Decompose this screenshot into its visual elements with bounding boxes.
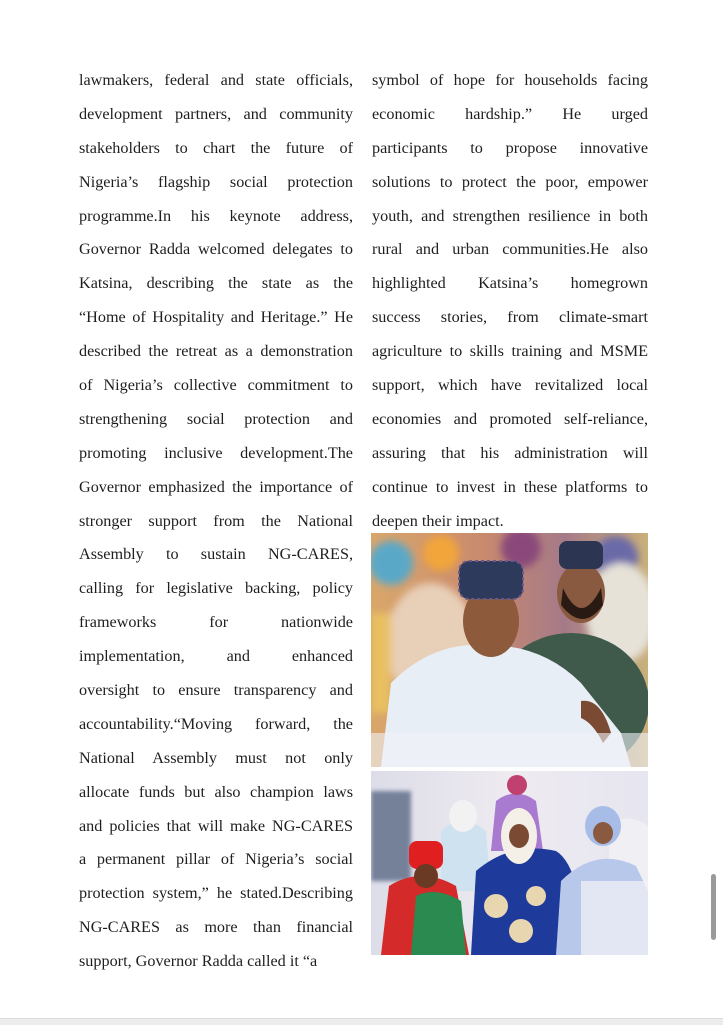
- text-line: agriculture to skills training and MSME: [372, 342, 648, 361]
- text-line: rural and urban communities.He also: [372, 240, 648, 259]
- text-line: stakeholders to chart the future of: [79, 138, 353, 157]
- photo-2-image: [371, 771, 648, 955]
- text-line: participants to propose innovative: [372, 138, 648, 157]
- text-line: accountability.“Moving forward, the: [79, 714, 353, 733]
- photo-traditional-rulers: [371, 771, 648, 955]
- right-text-column: [372, 64, 648, 538]
- text-line: of Nigeria’s collective commitment to: [79, 376, 353, 395]
- text-line: protection system,” he stated.Describing: [79, 884, 353, 903]
- text-line: “Home of Hospitality and Heritage.” He: [79, 308, 353, 327]
- text-line: support, Governor Radda called it “a: [79, 952, 318, 971]
- left-text-column: [79, 64, 353, 979]
- text-line: frameworks for nationwide: [79, 613, 353, 632]
- text-line: assuring that his administration will: [372, 443, 648, 462]
- text-line: continue to invest in these platforms to: [372, 477, 648, 496]
- photo-1-image: [371, 533, 648, 767]
- text-line: Governor emphasized the importance of: [79, 477, 353, 496]
- text-line: symbol of hope for households facing: [372, 71, 648, 89]
- text-line: highlighted Katsina’s homegrown: [372, 274, 648, 293]
- text-line: stronger support from the National: [79, 511, 353, 530]
- text-line: development partners, and community: [79, 104, 353, 123]
- text-line: economies and promoted self-reliance,: [372, 409, 648, 428]
- text-line: programme.In his keynote address,: [79, 206, 353, 225]
- text-line: economic hardship.” He urged: [372, 104, 648, 123]
- text-line: allocate funds but also champion laws: [79, 782, 353, 801]
- text-line: Nigeria’s flagship social protection: [79, 172, 353, 191]
- text-line: support, which have revitalized local: [372, 376, 648, 395]
- text-line: NG-CARES as more than financial: [79, 918, 353, 937]
- text-line: National Assembly must not only: [79, 748, 353, 767]
- text-line: solutions to protect the poor, empower: [372, 172, 648, 191]
- scrollbar-thumb[interactable]: [711, 874, 716, 940]
- text-line: lawmakers, federal and state officials,: [79, 71, 353, 89]
- text-line: Katsina, describing the state as the: [79, 274, 353, 293]
- text-line: described the retreat as a demonstration: [79, 342, 353, 361]
- text-line: and policies that will make NG-CARES: [79, 816, 353, 835]
- photo-governor-seated: [371, 533, 648, 767]
- text-line: promoting inclusive development.The: [79, 443, 353, 462]
- text-line: strengthening social protection and: [79, 409, 353, 428]
- text-line: Governor Radda welcomed delegates to: [79, 240, 353, 259]
- text-line: calling for legislative backing, policy: [79, 579, 353, 598]
- text-line: deepen their impact.: [372, 511, 504, 530]
- text-line: youth, and strengthen resilience in both: [372, 206, 648, 225]
- text-line: oversight to ensure transparency and: [79, 681, 353, 700]
- text-line: success stories, from climate-smart: [372, 308, 648, 327]
- text-line: a permanent pillar of Nigeria’s social: [79, 850, 353, 869]
- text-line: Assembly to sustain NG-CARES,: [79, 545, 353, 564]
- text-line: implementation, and enhanced: [79, 647, 353, 666]
